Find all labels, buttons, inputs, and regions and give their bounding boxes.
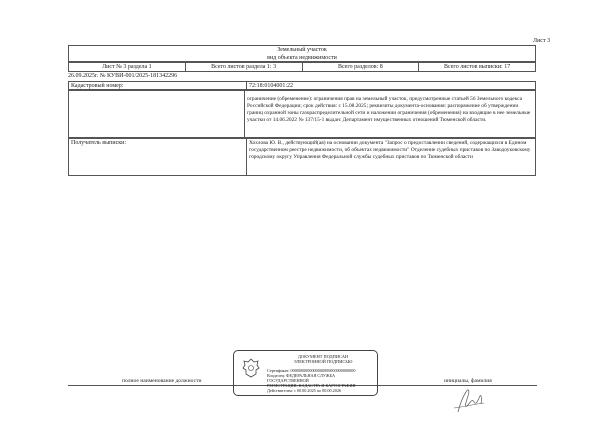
recipient-label: Получатель выписки:: [69, 139, 247, 175]
sections-total: Всего разделов: 8: [303, 63, 420, 71]
stamp-cert: Сертификат: 0000000000000000000000000000000: [267, 368, 356, 373]
recipient-row: [68, 138, 536, 176]
stamp-title: [271, 354, 375, 364]
object-header: [68, 45, 536, 62]
sheets-total: Всего листов выписки: 17: [444, 64, 511, 70]
sheets-in-section: Всего листов раздела 1: 3: [186, 63, 303, 71]
coat-of-arms-icon: [239, 356, 263, 380]
cadastral-label: Кадастровый номер:: [69, 82, 247, 89]
stamp-title-line2: ЭЛЕКТРОННОЙ ПОДПИСЬЮ: [293, 359, 353, 364]
initials-label: инициалы, фамилия: [444, 378, 492, 384]
section-info-row: [68, 62, 536, 72]
restriction-row: [68, 90, 536, 138]
object-type-title: Земельный участок: [277, 47, 327, 53]
object-type-subtitle: вид объекта недвижимости: [267, 55, 337, 61]
recipient-value: Хохлова Ю. В., действующий(ая) на основании документа "Запрос о предоставлении сведений, содержащихся в Едином государственном реестре недвижимости, об объектах недвижимости" Отделение судебных приставов по Заводоуковскому городскому округу Управления Федеральной службы судебных приставов по Тюменской области: [249, 140, 531, 160]
stamp-validity: Действителен: с 00.00.2025 по 00.00.2026: [267, 388, 342, 393]
electronic-signature-stamp: [233, 350, 378, 396]
extract-id: 26.09.2025г. № КУВИ-001/2025-181342296: [68, 73, 178, 79]
stamp-owner-cont: РЕГИСТРАЦИИ, КАДАСТРА И КАРТОГРАФИИ: [267, 383, 356, 388]
stamp-title-line1: ДОКУМЕНТ ПОДПИСАН: [297, 354, 349, 359]
handwritten-signature: [440, 378, 500, 418]
stamp-owner: Владелец: ФЕДЕРАЛЬНАЯ СЛУЖБА ГОСУДАРСТВЕННОЙ: [267, 373, 335, 383]
sheet-of-section: Лист № 3 раздела 1: [69, 63, 186, 71]
restriction-label-cell: [69, 91, 245, 137]
sheet-number: Лист 3: [533, 38, 551, 44]
position-label: полное наименование должности: [122, 378, 202, 384]
stamp-details: [267, 368, 375, 393]
restriction-text: ограничение (обременение): ограничения прав на земельный участок, предусмотренные статьей 56 Земельного кодекса Российской Федерации; срок действия: с 15.08.2025; реквизиты документа-основания: распоряжение об утверждении границ охранной зоны газораспределительной сети и наложении ограничения (обременения) на входящие в нее земельные участки от 14.06.2022 № 137/15-1 выдан: Департамент имущественных отношений Тюменской области.: [247, 96, 531, 123]
cadastral-row: [68, 81, 536, 90]
cadastral-value: 72:18:0104001:22: [249, 83, 294, 89]
